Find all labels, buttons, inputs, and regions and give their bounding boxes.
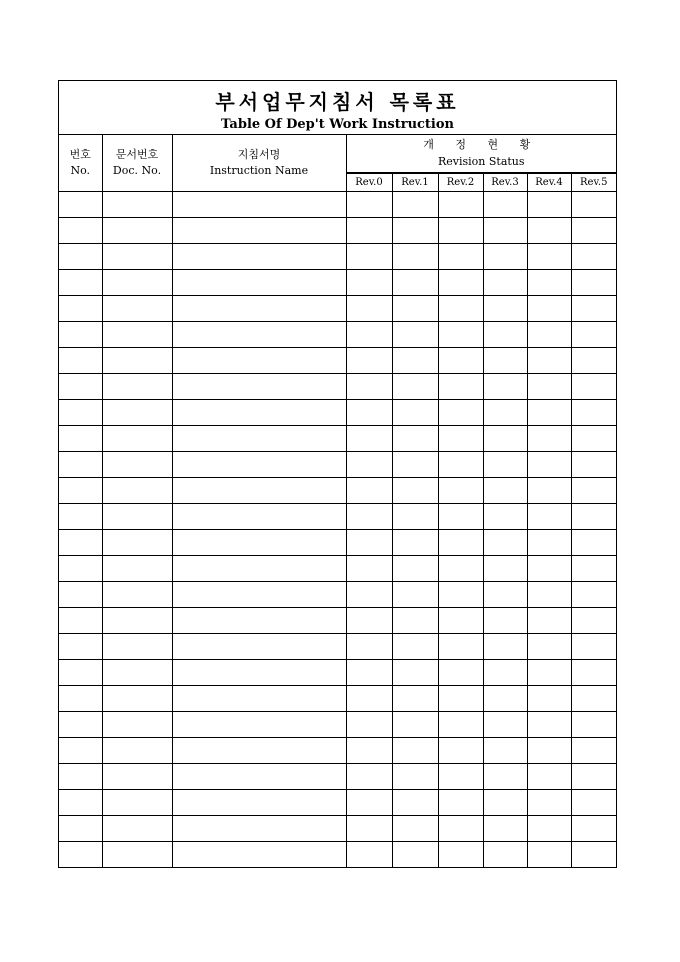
cell-instruction-name [172, 244, 346, 270]
cell-doc-no [102, 712, 172, 738]
cell-rev-0 [346, 686, 392, 712]
header-no-ko: 번호 [69, 148, 91, 161]
cell-rev-4 [527, 686, 571, 712]
cell-rev-2 [438, 218, 483, 244]
header-revision-en: Revision Status [437, 155, 525, 168]
cell-rev-2 [438, 244, 483, 270]
cell-no [59, 244, 102, 270]
cell-doc-no [102, 192, 172, 218]
cell-rev-2 [438, 374, 483, 400]
cell-rev-1 [392, 790, 438, 816]
cell-instruction-name [172, 582, 346, 608]
cell-rev-0 [346, 452, 392, 478]
cell-doc-no [102, 218, 172, 244]
cell-rev-0 [346, 322, 392, 348]
cell-doc-no [102, 322, 172, 348]
cell-doc-no [102, 426, 172, 452]
cell-rev-1 [392, 842, 438, 868]
cell-rev-4 [527, 634, 571, 660]
table-row [59, 686, 616, 712]
page-title: 부서업무지침서 목록표 [215, 90, 460, 114]
table-row [59, 400, 616, 426]
cell-rev-2 [438, 452, 483, 478]
cell-rev-3 [483, 478, 527, 504]
cell-doc-no [102, 634, 172, 660]
header-name-en: Instruction Name [209, 164, 309, 177]
cell-rev-2 [438, 322, 483, 348]
cell-rev-4 [527, 426, 571, 452]
cell-rev-2 [438, 842, 483, 868]
cell-instruction-name [172, 192, 346, 218]
cell-rev-3 [483, 504, 527, 530]
cell-rev-3 [483, 686, 527, 712]
cell-rev-1 [392, 348, 438, 374]
cell-rev-5 [571, 660, 616, 686]
cell-rev-3 [483, 452, 527, 478]
cell-instruction-name [172, 452, 346, 478]
cell-rev-4 [527, 348, 571, 374]
cell-rev-4 [527, 842, 571, 868]
header-rev-0: Rev.0 [346, 174, 392, 192]
cell-instruction-name [172, 790, 346, 816]
cell-instruction-name [172, 738, 346, 764]
cell-instruction-name [172, 764, 346, 790]
header-no-en: No. [70, 164, 91, 177]
cell-doc-no [102, 296, 172, 322]
table-row [59, 764, 616, 790]
cell-rev-5 [571, 426, 616, 452]
table-row [59, 322, 616, 348]
header-doc-ko: 문서번호 [115, 148, 159, 161]
cell-instruction-name [172, 296, 346, 322]
cell-rev-1 [392, 530, 438, 556]
table-row [59, 270, 616, 296]
cell-rev-2 [438, 556, 483, 582]
cell-rev-1 [392, 374, 438, 400]
cell-instruction-name [172, 478, 346, 504]
cell-instruction-name [172, 660, 346, 686]
header-name-ko: 지침서명 [237, 148, 281, 161]
cell-rev-2 [438, 712, 483, 738]
cell-rev-3 [483, 426, 527, 452]
cell-instruction-name [172, 556, 346, 582]
cell-rev-0 [346, 634, 392, 660]
cell-rev-1 [392, 478, 438, 504]
cell-instruction-name [172, 426, 346, 452]
cell-rev-1 [392, 270, 438, 296]
table-row [59, 660, 616, 686]
cell-doc-no [102, 478, 172, 504]
cell-rev-5 [571, 348, 616, 374]
cell-rev-4 [527, 660, 571, 686]
cell-rev-5 [571, 842, 616, 868]
cell-rev-5 [571, 192, 616, 218]
cell-doc-no [102, 816, 172, 842]
cell-rev-0 [346, 842, 392, 868]
cell-doc-no [102, 504, 172, 530]
cell-rev-5 [571, 816, 616, 842]
cell-no [59, 582, 102, 608]
cell-rev-3 [483, 400, 527, 426]
cell-rev-3 [483, 712, 527, 738]
cell-rev-0 [346, 582, 392, 608]
cell-rev-5 [571, 478, 616, 504]
table-row [59, 738, 616, 764]
cell-rev-5 [571, 790, 616, 816]
cell-doc-no [102, 608, 172, 634]
cell-rev-0 [346, 218, 392, 244]
cell-rev-3 [483, 270, 527, 296]
cell-rev-0 [346, 556, 392, 582]
cell-no [59, 400, 102, 426]
cell-no [59, 296, 102, 322]
cell-doc-no [102, 348, 172, 374]
cell-doc-no [102, 270, 172, 296]
cell-instruction-name [172, 348, 346, 374]
cell-rev-2 [438, 608, 483, 634]
cell-doc-no [102, 686, 172, 712]
cell-no [59, 322, 102, 348]
cell-rev-2 [438, 738, 483, 764]
cell-rev-5 [571, 374, 616, 400]
cell-rev-1 [392, 712, 438, 738]
cell-instruction-name [172, 816, 346, 842]
cell-rev-3 [483, 322, 527, 348]
cell-rev-1 [392, 296, 438, 322]
cell-instruction-name [172, 218, 346, 244]
cell-doc-no [102, 452, 172, 478]
cell-no [59, 374, 102, 400]
cell-rev-1 [392, 608, 438, 634]
cell-doc-no [102, 556, 172, 582]
cell-rev-2 [438, 530, 483, 556]
cell-instruction-name [172, 400, 346, 426]
header-rev-1: Rev.1 [392, 174, 438, 192]
cell-no [59, 712, 102, 738]
cell-rev-3 [483, 634, 527, 660]
cell-rev-4 [527, 504, 571, 530]
cell-instruction-name [172, 608, 346, 634]
header-revision-ko: 개 정 현 황 [423, 138, 540, 151]
cell-rev-4 [527, 790, 571, 816]
cell-rev-0 [346, 712, 392, 738]
cell-doc-no [102, 764, 172, 790]
cell-no [59, 504, 102, 530]
table-row [59, 608, 616, 634]
page-subtitle: Table Of Dep't Work Instruction [221, 117, 454, 132]
cell-rev-3 [483, 244, 527, 270]
table-row [59, 556, 616, 582]
title-block [59, 81, 616, 135]
cell-instruction-name [172, 374, 346, 400]
cell-doc-no [102, 530, 172, 556]
cell-rev-4 [527, 530, 571, 556]
cell-no [59, 192, 102, 218]
cell-rev-4 [527, 816, 571, 842]
header-rev-3: Rev.3 [483, 174, 527, 192]
cell-rev-5 [571, 764, 616, 790]
cell-rev-4 [527, 218, 571, 244]
cell-no [59, 556, 102, 582]
header-no [59, 135, 102, 192]
cell-rev-5 [571, 218, 616, 244]
cell-no [59, 686, 102, 712]
header-instruction-name [172, 135, 346, 192]
cell-rev-5 [571, 530, 616, 556]
table-row [59, 296, 616, 322]
cell-rev-0 [346, 660, 392, 686]
cell-rev-3 [483, 790, 527, 816]
table-row [59, 192, 616, 218]
cell-rev-4 [527, 478, 571, 504]
cell-rev-1 [392, 634, 438, 660]
table-row [59, 712, 616, 738]
cell-rev-2 [438, 660, 483, 686]
cell-instruction-name [172, 842, 346, 868]
cell-doc-no [102, 738, 172, 764]
cell-no [59, 660, 102, 686]
cell-rev-0 [346, 816, 392, 842]
cell-no [59, 348, 102, 374]
table-row [59, 348, 616, 374]
cell-rev-5 [571, 504, 616, 530]
cell-no [59, 738, 102, 764]
cell-rev-5 [571, 738, 616, 764]
cell-rev-0 [346, 738, 392, 764]
cell-rev-3 [483, 738, 527, 764]
cell-rev-0 [346, 790, 392, 816]
cell-rev-5 [571, 686, 616, 712]
table-row [59, 582, 616, 608]
cell-rev-0 [346, 296, 392, 322]
cell-rev-1 [392, 582, 438, 608]
table-row [59, 504, 616, 530]
cell-rev-2 [438, 478, 483, 504]
cell-no [59, 790, 102, 816]
cell-rev-2 [438, 426, 483, 452]
cell-rev-4 [527, 738, 571, 764]
cell-no [59, 530, 102, 556]
cell-instruction-name [172, 504, 346, 530]
cell-rev-0 [346, 400, 392, 426]
cell-rev-0 [346, 764, 392, 790]
cell-rev-2 [438, 686, 483, 712]
cell-rev-0 [346, 504, 392, 530]
cell-rev-1 [392, 400, 438, 426]
cell-no [59, 452, 102, 478]
table-row [59, 634, 616, 660]
header-revision-status [346, 135, 616, 174]
cell-instruction-name [172, 634, 346, 660]
cell-rev-4 [527, 452, 571, 478]
cell-no [59, 634, 102, 660]
cell-rev-1 [392, 504, 438, 530]
cell-rev-0 [346, 270, 392, 296]
cell-rev-0 [346, 244, 392, 270]
table-row [59, 426, 616, 452]
cell-rev-1 [392, 686, 438, 712]
cell-rev-2 [438, 270, 483, 296]
cell-rev-5 [571, 582, 616, 608]
cell-rev-0 [346, 608, 392, 634]
cell-instruction-name [172, 530, 346, 556]
cell-no [59, 478, 102, 504]
cell-rev-5 [571, 322, 616, 348]
cell-rev-3 [483, 374, 527, 400]
cell-rev-0 [346, 348, 392, 374]
cell-rev-2 [438, 296, 483, 322]
cell-rev-5 [571, 244, 616, 270]
cell-rev-0 [346, 478, 392, 504]
cell-rev-1 [392, 192, 438, 218]
cell-doc-no [102, 660, 172, 686]
table-row [59, 530, 616, 556]
cell-rev-1 [392, 660, 438, 686]
cell-no [59, 270, 102, 296]
cell-rev-1 [392, 738, 438, 764]
cell-doc-no [102, 790, 172, 816]
cell-rev-3 [483, 608, 527, 634]
cell-rev-5 [571, 400, 616, 426]
cell-rev-3 [483, 296, 527, 322]
cell-instruction-name [172, 686, 346, 712]
table-row [59, 452, 616, 478]
cell-rev-1 [392, 452, 438, 478]
cell-rev-0 [346, 374, 392, 400]
table-row [59, 478, 616, 504]
cell-rev-3 [483, 348, 527, 374]
table-row [59, 244, 616, 270]
cell-rev-3 [483, 660, 527, 686]
cell-rev-3 [483, 816, 527, 842]
cell-rev-0 [346, 426, 392, 452]
cell-rev-4 [527, 270, 571, 296]
cell-rev-4 [527, 712, 571, 738]
cell-no [59, 816, 102, 842]
table-row [59, 218, 616, 244]
header-doc-no [102, 135, 172, 192]
header-row [59, 135, 616, 174]
cell-rev-2 [438, 582, 483, 608]
cell-rev-2 [438, 348, 483, 374]
instruction-list-table [59, 135, 616, 867]
cell-no [59, 218, 102, 244]
cell-rev-1 [392, 244, 438, 270]
cell-rev-3 [483, 842, 527, 868]
cell-rev-3 [483, 582, 527, 608]
cell-rev-5 [571, 634, 616, 660]
cell-rev-4 [527, 322, 571, 348]
cell-instruction-name [172, 270, 346, 296]
cell-rev-2 [438, 192, 483, 218]
cell-rev-1 [392, 426, 438, 452]
cell-rev-4 [527, 764, 571, 790]
cell-rev-1 [392, 322, 438, 348]
cell-rev-4 [527, 556, 571, 582]
cell-doc-no [102, 400, 172, 426]
cell-rev-4 [527, 296, 571, 322]
cell-rev-1 [392, 556, 438, 582]
cell-doc-no [102, 582, 172, 608]
cell-rev-5 [571, 556, 616, 582]
cell-rev-4 [527, 400, 571, 426]
cell-rev-4 [527, 374, 571, 400]
cell-rev-5 [571, 270, 616, 296]
cell-rev-4 [527, 244, 571, 270]
cell-rev-5 [571, 452, 616, 478]
cell-rev-3 [483, 218, 527, 244]
cell-no [59, 608, 102, 634]
cell-rev-4 [527, 192, 571, 218]
table-row [59, 842, 616, 868]
header-doc-en: Doc. No. [112, 164, 162, 177]
cell-rev-0 [346, 192, 392, 218]
cell-rev-1 [392, 764, 438, 790]
cell-rev-3 [483, 530, 527, 556]
header-rev-2: Rev.2 [438, 174, 483, 192]
document-sheet [58, 80, 617, 868]
cell-doc-no [102, 244, 172, 270]
cell-doc-no [102, 374, 172, 400]
cell-no [59, 764, 102, 790]
cell-rev-1 [392, 218, 438, 244]
header-rev-4: Rev.4 [527, 174, 571, 192]
header-rev-5: Rev.5 [571, 174, 616, 192]
cell-rev-1 [392, 816, 438, 842]
cell-rev-2 [438, 400, 483, 426]
cell-no [59, 426, 102, 452]
cell-rev-5 [571, 712, 616, 738]
cell-rev-5 [571, 296, 616, 322]
cell-rev-3 [483, 764, 527, 790]
cell-rev-0 [346, 530, 392, 556]
cell-rev-3 [483, 556, 527, 582]
cell-rev-4 [527, 582, 571, 608]
cell-rev-2 [438, 790, 483, 816]
cell-no [59, 842, 102, 868]
cell-rev-2 [438, 816, 483, 842]
cell-rev-2 [438, 764, 483, 790]
cell-instruction-name [172, 712, 346, 738]
cell-instruction-name [172, 322, 346, 348]
cell-rev-5 [571, 608, 616, 634]
cell-rev-3 [483, 192, 527, 218]
table-row [59, 816, 616, 842]
table-row [59, 374, 616, 400]
cell-rev-2 [438, 634, 483, 660]
table-row [59, 790, 616, 816]
cell-rev-2 [438, 504, 483, 530]
cell-doc-no [102, 842, 172, 868]
cell-rev-4 [527, 608, 571, 634]
